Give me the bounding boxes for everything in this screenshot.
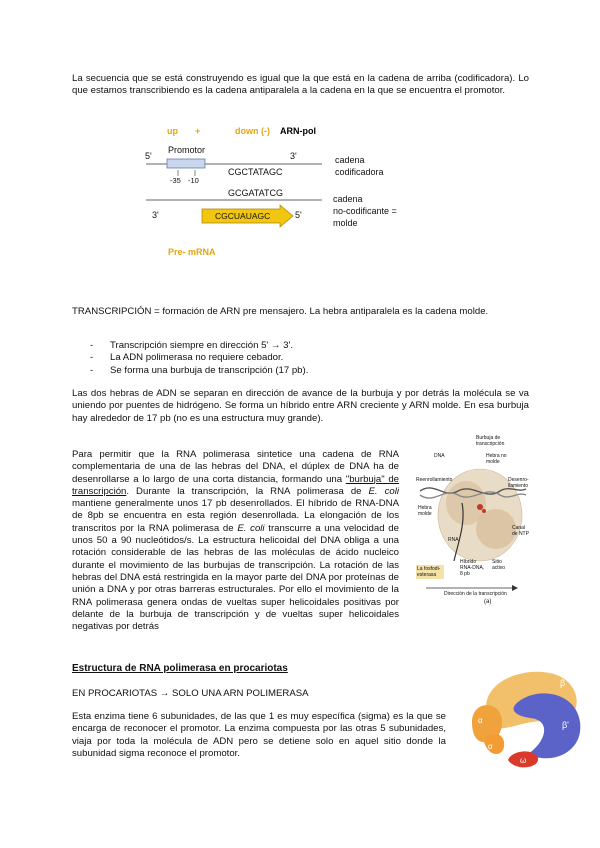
fig-rna-label: RNA [448, 537, 459, 543]
fig-direccion-label: Dirección de la transcripción [444, 591, 507, 597]
rna-text-3: mantiene generalmente unos 17 pb desenrollados. El híbrido de RNA-DNA de 8pb se encuentra en esta región desenrollada. La elongación de los transcritos por la RNA polimerasa de [72, 498, 399, 534]
fig-panel-label: (a) [484, 599, 492, 605]
beta-subunit-label: β [560, 678, 566, 688]
beta-prime-subunit-label: β' [562, 720, 569, 730]
fig-hibrido-label: Híbrido RNA-DNA, 8 pb [460, 559, 485, 577]
list-item: - Transcripción siempre en dirección 5' → 3'. [90, 340, 308, 352]
subunit-illustration [468, 662, 596, 780]
burbuja-link-text: "burbuja" de transcripción [72, 473, 399, 497]
mrna-sequence: CGCUAUAGC [215, 211, 271, 221]
template-sequence: GCGATATCG [228, 188, 283, 198]
rna-text-1: Para permitir que la RNA polimerasa sintetice una cadena de RNA complementaria de una de las hebras del DNA, el dúplex de DNA ha de desenrollarse a lo largo de una corta distancia, formando una [72, 449, 399, 485]
three-prime-bottom: 3' [152, 210, 159, 220]
transcription-facts-list [90, 340, 308, 377]
procariotas-line: EN PROCARIOTAS → SOLO UNA ARN POLIMERASA [72, 688, 309, 699]
transcription-bubble-figure [414, 433, 530, 613]
rna-text-4: transcurre a una velocidad de unos 50 a 90 nucleótidos/s. La estructura helicoidal del DNA obliga a una rotación considerable de las hebras de las moléculas de ácido nucleico durante el movimiento de las burbujas de transcripción. La rotación de las hebras del DNA está restringida en la mayor parte del DNA por proteínas de unión a DNA y por otras barreras estructurales. Por ello el movimiento de la RNA polimerasa genera ondas de vueltas super helicoidales positivas por delante de la burbuja de transcripción y de vueltas super helicoidales negativas por detrás [72, 522, 399, 633]
fig-hebra-molde-label: Hebra molde [418, 505, 432, 517]
section-heading: Estructura de RNA polimerasa en procariotas [72, 663, 288, 674]
omega-subunit-label: ω [520, 756, 527, 765]
plus-label: + [195, 126, 201, 136]
fig-desenrollamiento-label: Desenro-llamiento [508, 477, 529, 489]
alpha1-subunit-label: α [478, 716, 483, 725]
rna-text-2: . Durante la transcripción, la RNA polimerasa de [126, 485, 369, 497]
transcription-strand-diagram [140, 122, 410, 262]
enzima-paragraph: Esta enzima tiene 6 subunidades, de las que 1 es muy específica (sigma) es la que se encarga de reconocer el promotor. La enzima compuesta por las otras 5 subunidades, viaja por toda la molécula de ADN pero se detiene solo en aquel sitio donde la subunidad sigma reconoce el promotor. [72, 711, 446, 759]
nocod-line2: no-codificante = [333, 206, 397, 216]
rna-polymerase-subunit-figure [468, 662, 596, 780]
fig-hebra-no-molde-label: Hebra no molde [486, 453, 507, 465]
nocod-line3: molde [333, 218, 358, 228]
transcripcion-definition: TRANSCRIPCIÓN = formación de ARN pre mensajero. La hebra antiparalela es la cadena molde. [72, 306, 489, 317]
ecoli-text: E. coli [368, 485, 399, 497]
down-label: down (-) [235, 126, 270, 136]
hebras-paragraph: Las dos hebras de ADN se separan en dirección de avance de la burbuja y por detrás la molécula se va uniendo por puentes de hidrógeno. Se forma un híbrido entre ARN creciente y ARN molde. En esa burbuja hay alrededor de 17 pb (no es una estructura muy grande). [72, 388, 529, 424]
fig-canal-ntp-label: Canal de NTP [512, 525, 529, 537]
codificadora-label: codificadora [335, 167, 384, 177]
intro-paragraph: La secuencia que se está construyendo es igual que la que está en la cadena de arriba (codificadora). Lo que estamos transcribiendo es la cadena antiparalela a la cadena en la que se encuentra el promotor. [72, 73, 529, 97]
fig-burbuja-label: Burbuja de transcripción [476, 435, 505, 447]
minus10-label: -10 [188, 176, 199, 185]
five-prime-top: 5' [145, 151, 152, 161]
fig-fosfodiesterasa-label: La fosfodi-esterasa [417, 566, 441, 578]
three-prime-top: 3' [290, 151, 297, 161]
cadena-label: cadena [335, 155, 365, 165]
pre-mrna-label: Pre- mRNA [168, 247, 216, 257]
fig-reenrollamiento-label: Reenrollamiento [416, 477, 453, 483]
list-item: - Se forma una burbuja de transcripción (17 pb). [90, 365, 308, 377]
fig-sitio-activo-label: Sitio activo [492, 559, 506, 571]
five-prime-bottom: 5' [295, 210, 302, 220]
minus35-label: -35 [170, 176, 181, 185]
arn-pol-label: ARN-pol [280, 126, 316, 136]
up-label: up [167, 126, 178, 136]
fig-dna-label: DNA [434, 453, 445, 459]
ecoli-text: E. coli [237, 522, 265, 534]
coding-sequence: CGCTATAGC [228, 167, 283, 177]
alpha2-subunit-label: α [488, 742, 493, 751]
promotor-label: Promotor [168, 145, 206, 155]
list-item: - La ADN polimerasa no requiere cebador. [90, 352, 308, 364]
nocod-line1: cadena [333, 194, 363, 204]
